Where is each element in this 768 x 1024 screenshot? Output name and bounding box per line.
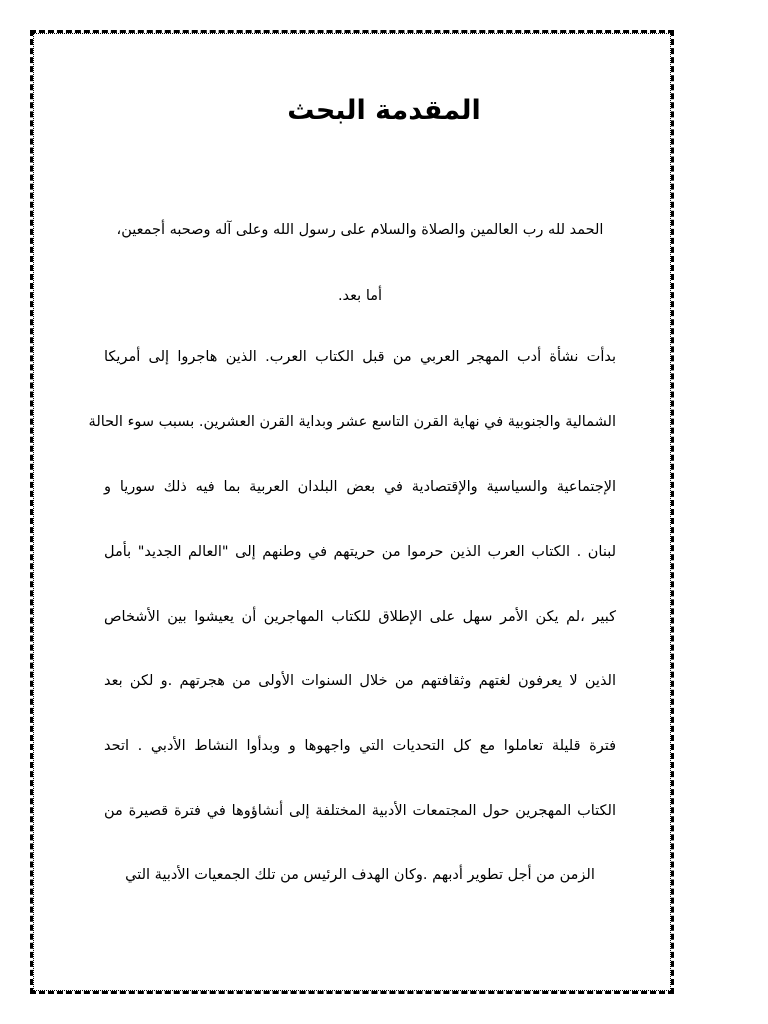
opening-line: الحمد لله رب العالمين والصلاة والسلام على رسول الله وعلى آله وصحبه أجمعين،: [116, 222, 604, 238]
paragraph-line: الذين لا يعرفون لغتهم وثقافتهم من خلال السنوات الأولى من هجرتهم .و لكن بعد: [104, 673, 616, 689]
amma-bad-line: أما بعد.: [337, 288, 383, 304]
paragraph-line: الشمالية والجنوبية في نهاية القرن التاسع عشر وبداية القرن العشرين. بسبب سوء الحالة: [88, 414, 616, 430]
page-title: المقدمة البحث: [287, 95, 481, 126]
paragraph-line: الكتاب المهجرين حول المجتمعات الأدبية المختلفة إلى أنشاؤوها في فترة قصيرة من: [104, 803, 616, 819]
paragraph-line: كبير ،لم يكن الأمر سهل على الإطلاق للكتاب المهاجرين أن يعيشوا بين الأشخاص: [104, 609, 616, 625]
paragraph-line: الزمن من أجل تطوير أدبهم .وكان الهدف الرئيس من تلك الجمعيات الأدبية التي: [125, 867, 595, 883]
paragraph-line: بدأت نشأة أدب المهجر العربي من قبل الكتاب العرب. الذين هاجروا إلى أمريكا: [104, 349, 616, 365]
paragraph-line: فترة قليلة تعاملوا مع كل التحديات التي واجهوها و وبدأوا النشاط الأدبي . اتحد: [104, 738, 616, 754]
paragraph-line: لبنان . الكتاب العرب الذين حرموا من حريتهم في وطنهم إلى "العالم الجديد" بأمل: [104, 544, 616, 560]
paragraph-line: الإجتماعية والسياسية والإقتصادية في بعض البلدان العربية بما فيه ذلك سوريا و: [104, 479, 616, 495]
page-border-frame: [30, 30, 674, 994]
